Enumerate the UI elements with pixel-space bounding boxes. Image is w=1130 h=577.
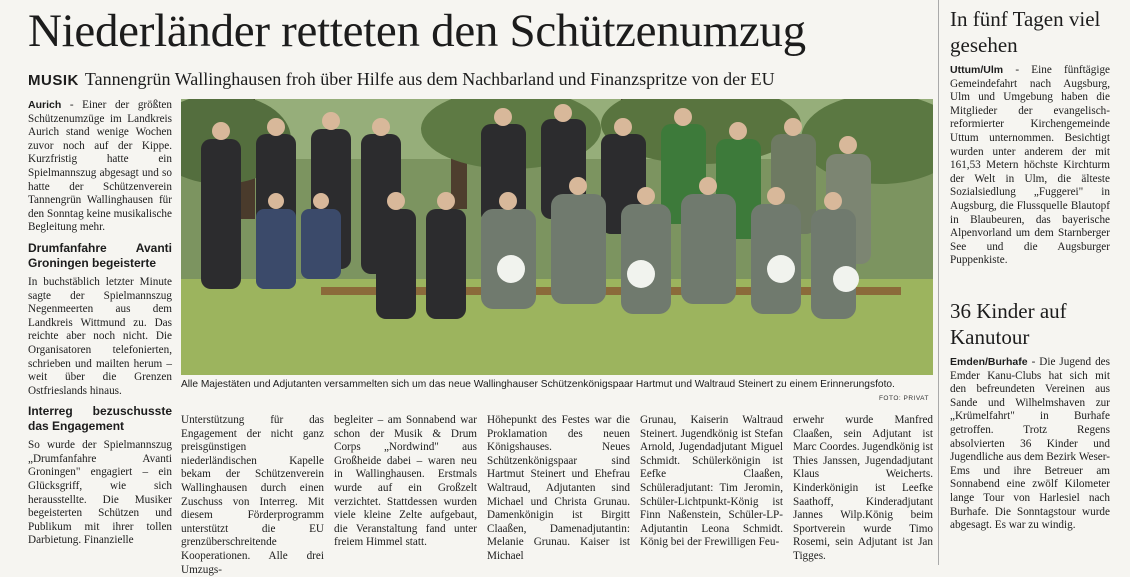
photo-credit: FOTO: PRIVAT (878, 395, 929, 402)
kicker-label: MUSIK (28, 72, 79, 89)
paragraph: In buchstäblich letzter Minute sagte der Spielmannszug Negenmeerten aus dem Landkreis Wittmund zu. Das reichte aber noch nicht. Die Organisatoren telefonierten, schrieben und mailten herum – weit über die Grenzen Ostfrieslands hinaus. (28, 275, 172, 397)
article-column-2: Unterstützung für das Engagement der nicht ganz preisgünstigen niederländischen Kapelle bekam der Schützenverein Wallinghausen durch einen Zuschuss von Interreg. Mit diesem Förderprogramm unterstützt die EU grenzüberschreitende Kooperationen. Alle drei Umzugs- (181, 414, 324, 576)
article-column-5: Grunau, Kaiserin Waltraud Steinert. Jugendkönig ist Stefan Arnold, Jugendadjutant Miguel Schmidt. Schülerkönigin ist Eefke Claaßen, Schüleradjutant: Tim Jeromin, Schüler-Lichtpunkt-König ist Finn Naßenstein, Schüler-LP-Adjutantin Leona Schmidt. König bei der Frewilligen Feu- (640, 414, 783, 549)
article-headline: Niederländer retteten den Schützenumzug (28, 5, 806, 57)
sidebar-title: 36 Kinder auf Kanutour (950, 299, 1067, 349)
subheading: Interreg bezuschusste das Engagement (28, 404, 172, 434)
photo-caption (181, 378, 933, 402)
sidebar-body (950, 64, 1110, 268)
article-subheadline-row (28, 68, 928, 92)
article-column-1 (28, 99, 172, 548)
article-column-6: erwehr wurde Manfred Claaßen, sein Adjutant ist Marc Coordes. Jugendkönig ist Thies Janssen, Jugendadjutant Klaus Weicherts. Kinderkönigin ist Leefke Saathoff, Kinderadjutant Jannes Wilp.König beim Sportverein wurde Timo Rosemi, sein Adjutant ist Jan Tigges. (793, 414, 933, 562)
article-subheadline: Tannengrün Wallinghausen froh über Hilfe aus dem Nachbarland und Finanzspritze von der EU (84, 69, 775, 89)
paragraph: So wurde der Spielmannszug „Drumfanfahre Avanti Groningen" engagiert – ein Glücksgriff, wie sich herausstellte. Die Musiker begeisterten Schützen und Publikum mit ihrer tollen Darbietung. Finanzielle (28, 439, 172, 547)
sidebar-article-2 (950, 298, 1110, 533)
sidebar-text: - Die Jugend des Emder Kanu-Clubs hat sich mit den befreundeten Vereinen aus Sande und Wilhelmshaven zur „Krümelfahrt" in Burhafe getroffen. Trotz Regens absolvierten 36 Kinder und Jugendliche aus dem Bezirk Weser-Ems und ihre Betreuer am Sonnabend eine zwölf Kilometer lange Tour von Harlesiel nach Burhafe. Die Sonntagstour wurde abgesagt. Es war zu windig. (950, 356, 1110, 532)
sidebar-body (950, 356, 1110, 533)
article-column-3: begleiter – am Sonnabend war schon der Musik & Drum Corps „Nordwind" aus Großheide dabei – waren neu in Wallinghausen. Erstmals wurde auf ein Großzelt verzichtet. Stattdessen wurden viele kleine Zelte aufgebaut, die Veranstaltung fand unter freiem Himmel statt. (334, 414, 477, 549)
sidebar-text: - Eine fünftägige Gemeindefahrt nach Augsburg, Ulm und Umgebung haben die Mitglieder der evangelisch-reformierter Kirchengemeinde Uttum unternommen. Besichtigt wurden unter anderem der mit 161,53 Metern höchste Kirchturm der Welt in Ulm, die älteste Sozialsiedlung „Fuggerei" in Augsburg, die Flussquelle Blautopf in Blaubeuren, das bayerische Alpenvorland um dem Starnberger See und die Augsburger Puppenkiste. (950, 64, 1110, 267)
sidebar-article-1 (950, 6, 1110, 268)
article-column-4: Höhepunkt des Festes war die Proklamation des neuen Königshauses. Neues Schützenkönigspaar sind Hartmut Steinert und Ehefrau Waltraud, Adjutanten sind Michael und Christa Grunau. Damenkönigin ist Birgitt Claaßen, Damenadjutantin: Melanie Grunau. Kaiser ist Michael (487, 414, 630, 562)
paragraph: - Einer der größten Schützenumzüge im Landkreis Aurich stand wenige Wochen zuvor noch auf der Kippe. Kurzfristig hatte ein Spielmannszug abgesagt und so hatte der Schützenverein Tannengrün Wallinghausen für den Sonntag keine musikalische Begleitung mehr. (28, 99, 172, 234)
sidebar-title: In fünf Tagen viel gesehen (950, 7, 1101, 57)
dateline: Uttum/Ulm (950, 64, 1004, 76)
dateline: Emden/Burhafe (950, 356, 1028, 368)
group-photo (181, 99, 933, 375)
subheading: Drumfanfahre Avanti Groningen begeisterte (28, 240, 172, 270)
caption-text: Alle Majestäten und Adjutanten versammelten sich um das neue Wallinghauser Schützenkönigspaar Hartmut und Waltraud Steinert zu einem Erinnerungsfoto. (181, 379, 895, 390)
column-divider (938, 0, 939, 565)
dateline: Aurich (28, 99, 62, 111)
group-photo-illustration (181, 99, 933, 375)
